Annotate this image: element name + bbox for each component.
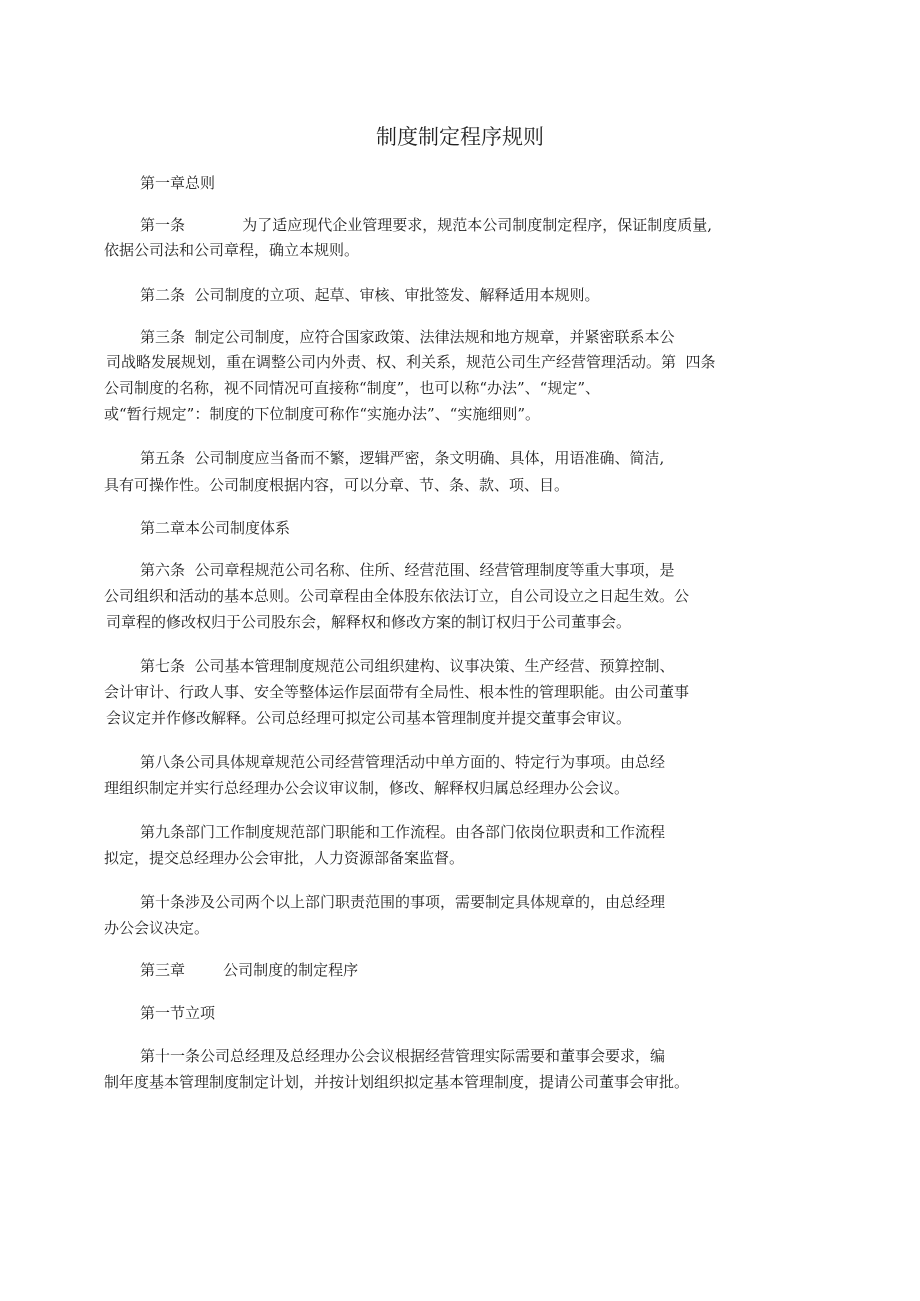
text-line: 第二条 公司制度的立项、起草、审核、审批签发、解释适用本规则。 — [140, 286, 600, 304]
text-line: 第一章总则 — [140, 174, 216, 192]
text-line: 第五条 公司制度应当备而不繁，逻辑严密，条文明确、具体，用语准确、简洁, — [140, 449, 665, 467]
text-line: 第三章 公司制度的制定程序 — [140, 961, 359, 979]
document-title: 制度制定程序规则 — [376, 125, 544, 149]
text-line: 第十一条公司总经理及总经理办公会议根据经营管理实际需要和董事会要求，编 — [140, 1047, 666, 1065]
text-line: 第一节立项 — [140, 1004, 216, 1022]
text-line: 或“暂行规定”：制度的下位制度可称作“实施办法”、“实施细则”。 — [104, 405, 541, 423]
text-line: 会计审计、行政人事、安全等整体运作层面带有全局性、根本性的管理职能。由公司董事 — [104, 683, 690, 701]
text-line: 办公会议决定。 — [104, 919, 210, 937]
text-line: 拟定，提交总经理办公会审批，人力资源部备案监督。 — [104, 849, 465, 867]
text-line: 会议定并作修改解释。公司总经理可拟定公司基本管理制度并提交董事会审议。 — [106, 709, 632, 727]
text-line: 第八条公司具体规章规范公司经营管理活动中单方面的、特定行为事项。由总经 — [140, 753, 666, 771]
text-line: 第三条 制定公司制度，应符合国家政策、法律法规和地方规章，并紧密联系本公 — [140, 328, 675, 346]
text-line: 第六条 公司章程规范公司名称、住所、经营范围、经营管理制度等重大事项，是 — [140, 561, 675, 579]
text-line: 理组织制定并实行总经理办公会议审议制，修改、解释权归属总经理办公会议。 — [104, 779, 630, 797]
text-line: 第十条涉及公司两个以上部门职责范围的事项，需要制定具体规章的，由总经理 — [140, 893, 666, 911]
text-line: 第一条 为了适应现代企业管理要求，规范本公司制度制定程序，保证制度质量, — [140, 216, 712, 234]
text-line: 公司组织和活动的基本总则。公司章程由全体股东依法订立，自公司设立之日起生效。公 — [104, 587, 690, 605]
text-line: 司战略发展规划，重在调整公司内外责、权、利关系，规范公司生产经营管理活动。第 四条 — [106, 353, 716, 371]
text-line: 公司制度的名称，视不同情况可直接称“制度”，也可以称“办法”、“规定”、 — [104, 379, 601, 397]
text-line: 第七条 公司基本管理制度规范公司组织建构、议事决策、生产经营、预算控制、 — [140, 657, 675, 675]
text-line: 制年度基本管理制度制定计划，并按计划组织拟定基本管理制度，提请公司董事会审批。 — [104, 1073, 690, 1091]
text-line: 具有可操作性。公司制度根据内容，可以分章、节、条、款、项、目。 — [104, 476, 570, 494]
text-line: 依据公司法和公司章程，确立本规则。 — [104, 241, 360, 259]
text-line: 第二章本公司制度体系 — [140, 519, 291, 537]
text-line: 第九条部门工作制度规范部门职能和工作流程。由各部门依岗位职责和工作流程 — [140, 823, 666, 841]
text-line: 司章程的修改权归于公司股东会，解释权和修改方案的制订权归于公司董事会。 — [106, 613, 632, 631]
